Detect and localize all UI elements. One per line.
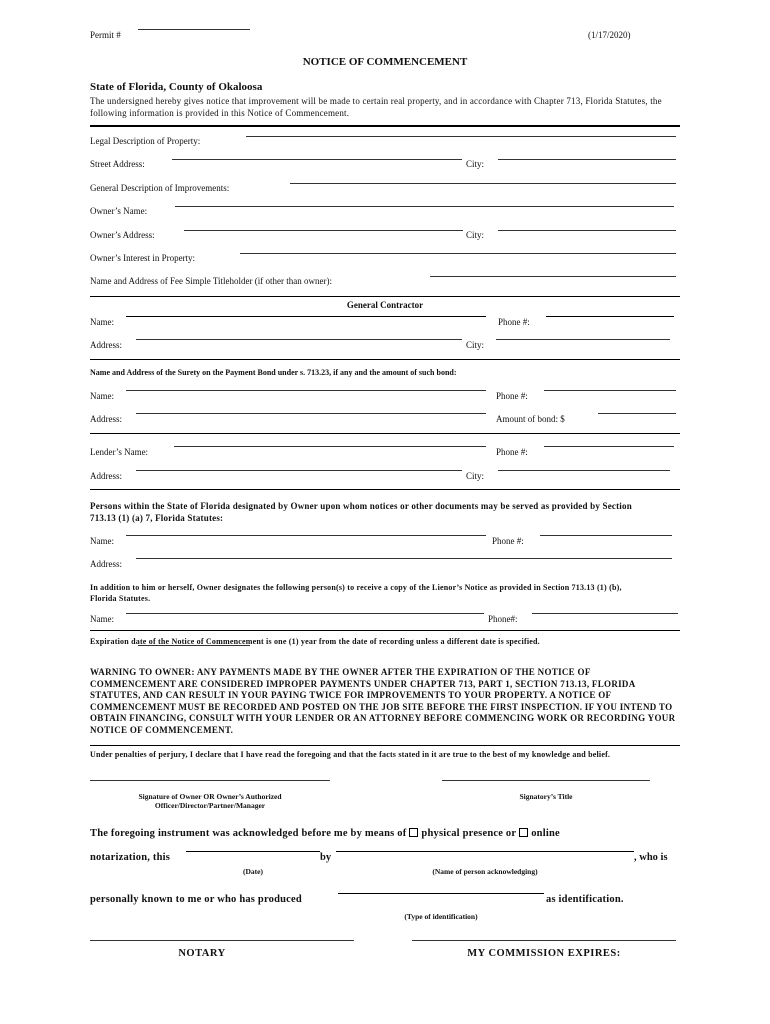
owners-city-field[interactable]	[498, 230, 676, 231]
contractor-heading: General Contractor	[346, 300, 424, 310]
divider	[90, 489, 680, 490]
owner-signature-caption-2: Officer/Director/Partner/Manager	[154, 801, 266, 810]
divider	[90, 630, 680, 631]
general-description-label: General Description of Improvements:	[90, 183, 230, 193]
contractor-address-label: Address:	[90, 340, 122, 350]
owners-interest-field[interactable]	[240, 253, 676, 254]
city-field[interactable]	[498, 159, 676, 160]
person-caption: (Name of person acknowledging)	[432, 867, 538, 876]
perjury-text: Under penalties of perjury, I declare that I have read the foregoing and that the facts stated in it are true to the best of my knowledge and belief.	[90, 750, 611, 759]
divider	[90, 125, 680, 127]
fee-simple-field[interactable]	[430, 276, 676, 277]
acknowledgment-date-field[interactable]	[186, 851, 320, 852]
online-notarization-checkbox[interactable]	[519, 828, 528, 837]
designee-name-field[interactable]	[126, 535, 486, 536]
bond-amount-field[interactable]	[598, 413, 676, 414]
page-title: NOTICE OF COMMENCEMENT	[302, 56, 468, 68]
lender-city-label: City:	[466, 471, 485, 481]
copy-recipient-phone-label: Phone#:	[488, 614, 518, 624]
date-caption: (Date)	[243, 867, 263, 876]
commission-expires-field[interactable]	[412, 940, 676, 941]
intro-paragraph: The undersigned hereby gives notice that improvement will be made to certain real property, and in accordance with Chapter 713, Florida Statutes, the following information is provided in this Notice of Commencement.	[90, 96, 662, 118]
owners-interest-label: Owner’s Interest in Property:	[90, 253, 196, 263]
contractor-name-label: Name:	[90, 317, 114, 327]
surety-phone-label: Phone #:	[496, 391, 528, 401]
fee-simple-label: Name and Address of Fee Simple Titleholder (if other than owner):	[90, 276, 332, 286]
street-address-field[interactable]	[172, 159, 462, 160]
divider	[90, 745, 680, 746]
physical-presence-checkbox[interactable]	[409, 828, 418, 837]
surety-name-label: Name:	[90, 391, 114, 401]
city-label: City:	[466, 159, 485, 169]
lender-phone-label: Phone #:	[496, 447, 528, 457]
owners-name-label: Owner’s Name:	[90, 206, 148, 216]
signatory-title-caption: Signatory’s Title	[519, 792, 573, 801]
general-description-field[interactable]	[290, 183, 676, 184]
acknowledgment-line-3-start: personally known to me or who has produced	[90, 894, 302, 905]
document-date: (1/17/2020)	[588, 30, 631, 40]
owners-address-label: Owner’s Address:	[90, 230, 155, 240]
legal-description-field[interactable]	[246, 136, 676, 137]
owner-signature-field[interactable]	[90, 780, 330, 781]
copy-recipient-heading: In addition to him or herself, Owner designates the following person(s) to receive a copy of the Lienor’s Notice as provided in Section 713.13 (1) (b), Florida Statutes.	[90, 583, 622, 603]
lender-address-field[interactable]	[136, 470, 462, 471]
legal-description-label: Legal Description of Property:	[90, 136, 201, 146]
notary-signature-field[interactable]	[90, 940, 354, 941]
permit-label: Permit #	[90, 30, 121, 40]
signatory-title-field[interactable]	[442, 780, 650, 781]
bond-amount-label: Amount of bond: $	[496, 414, 565, 424]
lender-name-field[interactable]	[174, 446, 486, 447]
designee-heading: Persons within the State of Florida designated by Owner upon whom notices or other documents may be served as provided by Section 713.13 (1) (a) 7, Florida Statutes:	[90, 501, 632, 523]
permit-number-field[interactable]	[138, 29, 250, 30]
expiration-text: Expiration date of the Notice of Commencement is one (1) year from the date of recording unless a different date is specified.	[90, 637, 540, 646]
contractor-city-label: City:	[466, 340, 485, 350]
designee-name-label: Name:	[90, 536, 114, 546]
designee-phone-field[interactable]	[540, 535, 672, 536]
person-acknowledging-field[interactable]	[336, 851, 634, 852]
surety-heading: Name and Address of the Surety on the Payment Bond under s. 713.23, if any and the amount of such bond:	[90, 368, 457, 377]
designee-phone-label: Phone #:	[492, 536, 524, 546]
lender-city-field[interactable]	[498, 470, 670, 471]
contractor-address-field[interactable]	[136, 339, 462, 340]
acknowledgment-line-1: The foregoing instrument was acknowledged before me by means of physical presence or online	[90, 828, 560, 839]
notary-label: NOTARY	[178, 948, 226, 959]
commission-expires-label: MY COMMISSION EXPIRES:	[467, 948, 621, 959]
warning-text: WARNING TO OWNER: ANY PAYMENTS MADE BY THE OWNER AFTER THE EXPIRATION OF THE NOTICE OF COMMENCEMENT ARE CONSIDERED IMPROPER PAYMENTS UNDER CHAPTER 713, PART 1, SECTION 713.13, FLORIDA STATUTES, AND CAN RESULT IN YOUR PAYING TWICE FOR IMPROVEMENTS TO YOUR PROPERTY. A NOTICE OF COMMENCEMENT MUST BE RECORDED AND POSTED ON THE JOB SITE BEFORE THE FIRST INSPECTION. IF YOU INTEND TO OBTAIN FINANCING, CONSULT WITH YOUR LENDER OR AN ATTORNEY BEFORE COMMENCING WORK OR RECORDING YOUR NOTICE OF COMMENCEMENT.	[90, 667, 676, 735]
divider	[90, 359, 680, 360]
owner-signature-caption: Signature of Owner OR Owner’s Authorized	[138, 792, 282, 801]
copy-recipient-phone-field[interactable]	[532, 613, 678, 614]
lender-address-label: Address:	[90, 471, 122, 481]
designee-address-field[interactable]	[136, 558, 672, 559]
surety-address-label: Address:	[90, 414, 122, 424]
owners-address-field[interactable]	[184, 230, 463, 231]
owners-name-field[interactable]	[175, 206, 674, 207]
surety-address-field[interactable]	[136, 413, 486, 414]
expiration-date-field[interactable]	[138, 645, 250, 646]
surety-name-field[interactable]	[126, 390, 486, 391]
acknowledgment-line-3-end: as identification.	[546, 894, 624, 905]
lender-phone-field[interactable]	[544, 446, 674, 447]
copy-recipient-name-label: Name:	[90, 614, 114, 624]
divider	[90, 296, 680, 297]
surety-phone-field[interactable]	[544, 390, 676, 391]
owners-city-label: City:	[466, 230, 485, 240]
identification-caption: (Type of identification)	[404, 912, 478, 921]
contractor-phone-label: Phone #:	[498, 317, 530, 327]
contractor-phone-field[interactable]	[546, 316, 674, 317]
contractor-name-field[interactable]	[126, 316, 486, 317]
acknowledgment-line-2-start: notarization, this	[90, 852, 171, 863]
divider	[90, 433, 680, 434]
lender-name-label: Lender’s Name:	[90, 447, 149, 457]
designee-address-label: Address:	[90, 559, 122, 569]
acknowledgment-who-is: , who is	[634, 852, 668, 863]
copy-recipient-name-field[interactable]	[126, 613, 484, 614]
identification-type-field[interactable]	[338, 893, 544, 894]
street-address-label: Street Address:	[90, 159, 145, 169]
contractor-city-field[interactable]	[496, 339, 670, 340]
acknowledgment-by: by	[320, 852, 332, 863]
state-county-line: State of Florida, County of Okaloosa	[90, 81, 263, 93]
